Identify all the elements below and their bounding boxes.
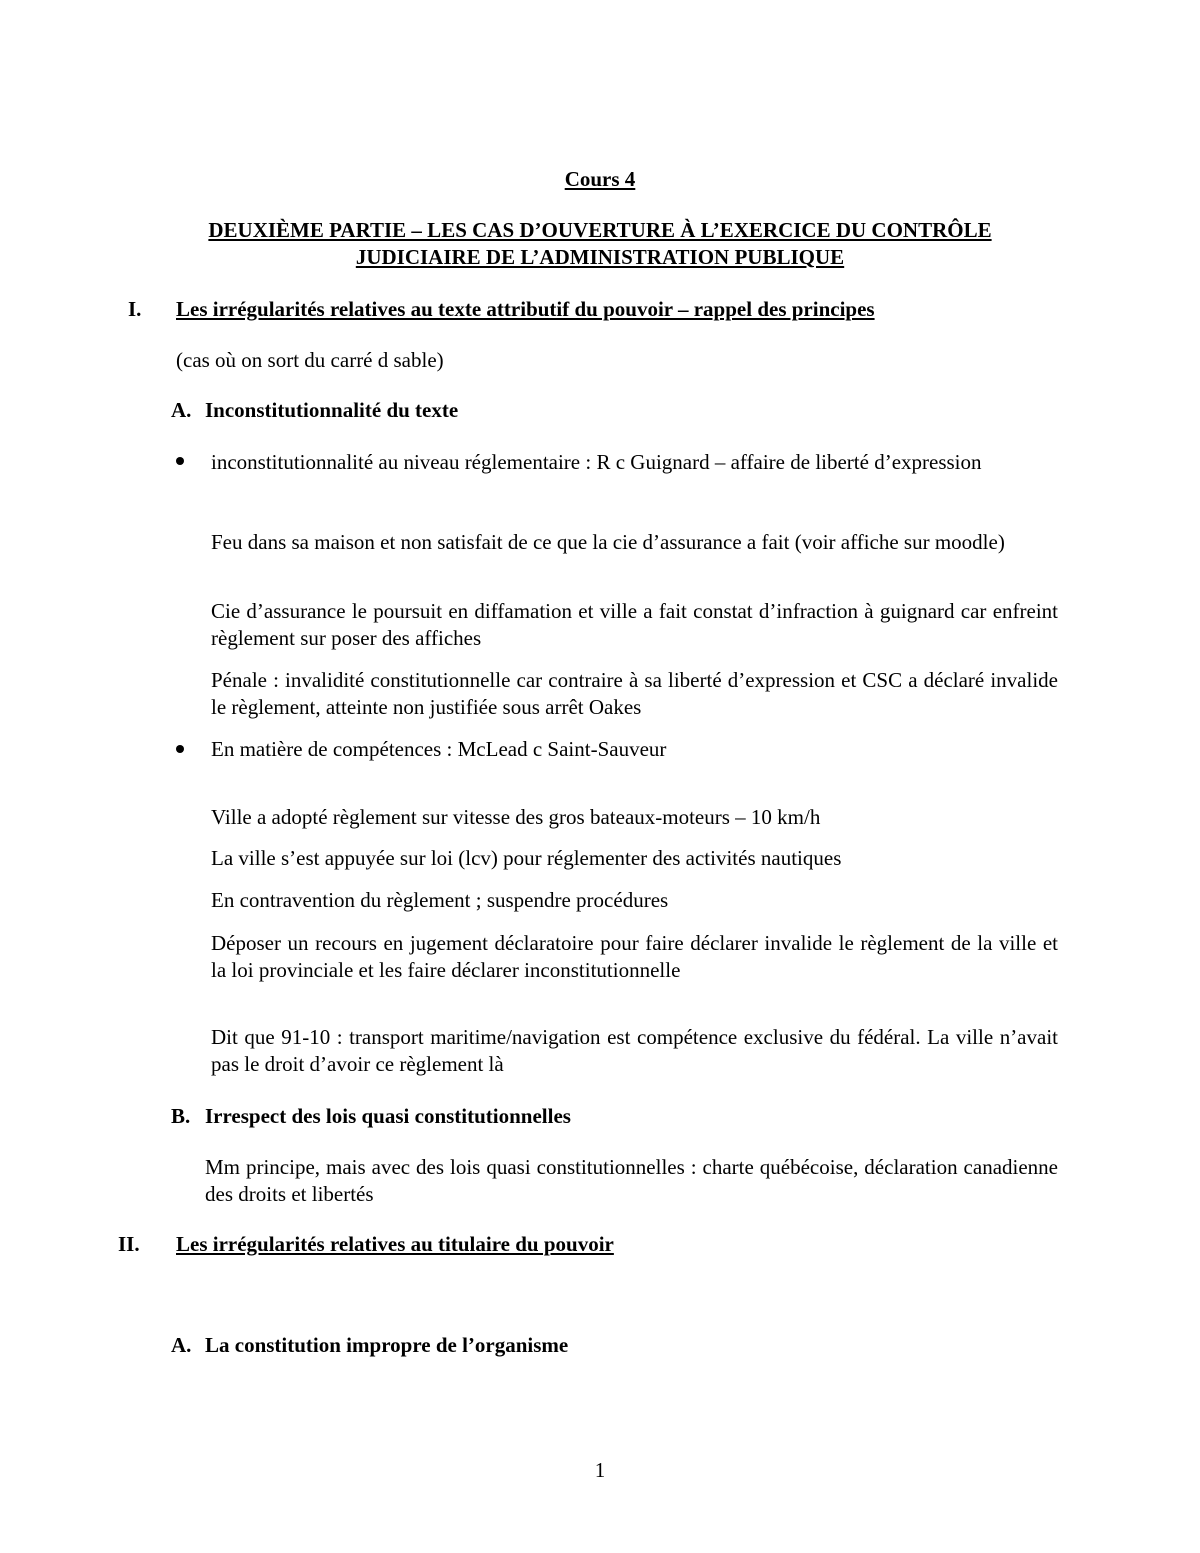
part-heading-line-2: JUDICIAIRE DE L’ADMINISTRATION PUBLIQUE [355,245,845,269]
bullet-text: En matière de compétences : McLead c Saint-Sauveur [211,737,667,761]
subsection-title: Inconstitutionnalité du texte [205,398,459,422]
section-title: Les irrégularités relatives au texte attributif du pouvoir – rappel des principes [176,297,875,321]
subsection-letter: A. [171,398,192,422]
bullet-icon [176,745,184,753]
paragraph: Pénale : invalidité constitutionnelle car contraire à sa liberté d’expression et CSC a déclaré invalide le règlement, atteinte non justifiée sous arrêt Oakes [211,668,1058,719]
subsection-title: Irrespect des lois quasi constitutionnelles [205,1104,571,1128]
paragraph: Cie d’assurance le poursuit en diffamation et ville a fait constat d’infraction à guignard car enfreint règlement sur poser des affiches [211,599,1058,650]
part-heading-line-1: DEUXIÈME PARTIE – LES CAS D’OUVERTURE À L’EXERCICE DU CONTRÔLE [208,218,992,242]
page-number: 1 [594,1458,606,1482]
bullet-icon [176,457,184,465]
subsection-title: La constitution impropre de l’organisme [205,1333,569,1357]
paragraph: En contravention du règlement ; suspendre procédures [211,888,669,912]
paragraph: Ville a adopté règlement sur vitesse des gros bateaux-moteurs – 10 km/h [211,805,821,829]
subsection-letter: A. [171,1333,192,1357]
paragraph: Feu dans sa maison et non satisfait de ce que la cie d’assurance a fait (voir affiche sur moodle) [211,530,1005,554]
page-title: Cours 4 [564,167,636,191]
section-number: II. [118,1232,140,1256]
section-note: (cas où on sort du carré d sable) [176,348,444,372]
paragraph: Dit que 91-10 : transport maritime/navigation est compétence exclusive du fédéral. La ville n’avait pas le droit d’avoir ce règlement là [211,1025,1058,1076]
paragraph: Mm principe, mais avec des lois quasi constitutionnelles : charte québécoise, déclaration canadienne des droits et libertés [205,1155,1058,1206]
section-title: Les irrégularités relatives au titulaire du pouvoir [176,1232,614,1256]
paragraph: La ville s’est appuyée sur loi (lcv) pour réglementer des activités nautiques [211,846,842,870]
subsection-letter: B. [171,1104,191,1128]
bullet-text: inconstitutionnalité au niveau réglementaire : R c Guignard – affaire de liberté d’expression [211,450,982,474]
paragraph: Déposer un recours en jugement déclaratoire pour faire déclarer invalide le règlement de la ville et la loi provinciale et les faire déclarer inconstitutionnelle [211,931,1058,982]
section-number: I. [128,297,142,321]
